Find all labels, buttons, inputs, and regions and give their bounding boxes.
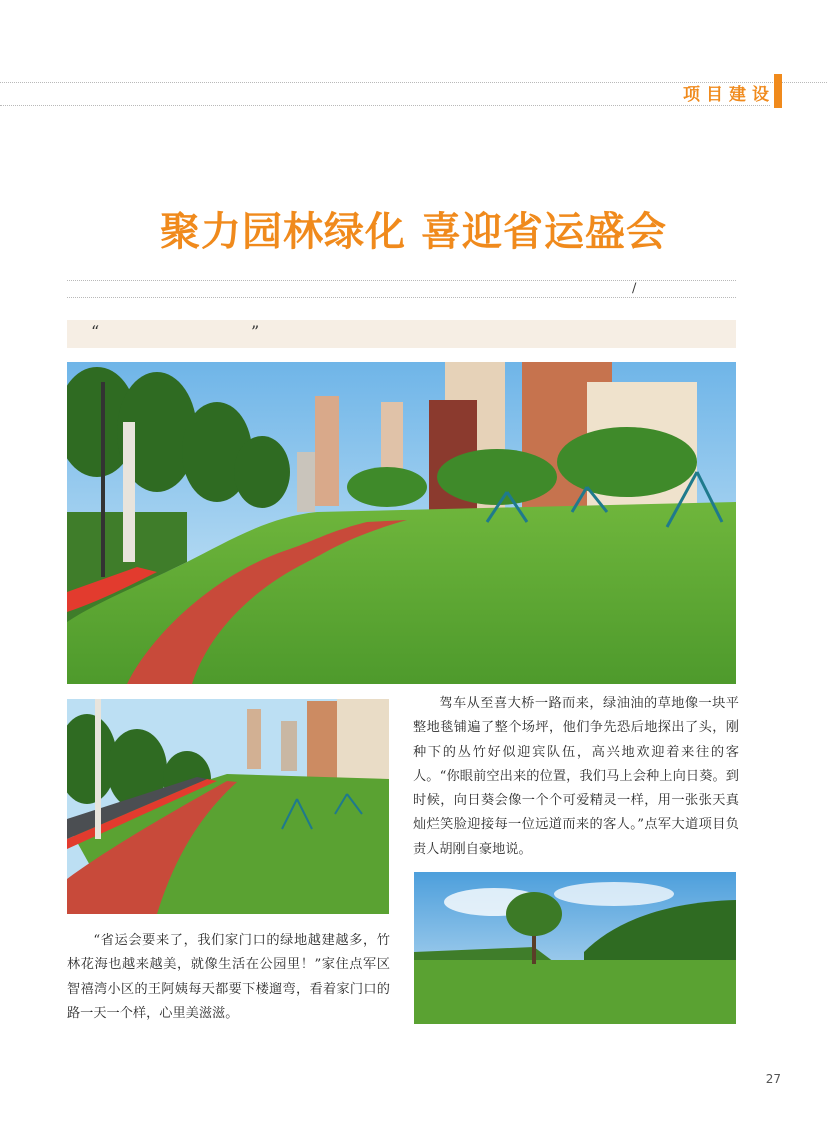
photo-lone-tree-lawn (414, 872, 736, 1024)
quote-open-mark: “ (91, 322, 100, 341)
photo-green-lawn-path (67, 699, 389, 914)
byline-separator: / (632, 281, 637, 296)
quote-close-mark: ” (251, 322, 260, 341)
lead-quote-band (67, 320, 736, 348)
paragraph-resident-quote: “省运会要来了，我们家门口的绿地越建越多，竹林花海也越来越美，就像生活在公园里！”家住点军区智禧湾小区的王阿姨每天都要下楼遛弯，看着家门口的路一天一个样，心里美滋滋。 (67, 933, 390, 1021)
main-photo-park-path (67, 362, 736, 684)
page-number: 27 (765, 1072, 781, 1086)
byline-rule-bottom (67, 297, 736, 298)
section-label: 项目建设 (683, 85, 775, 105)
article-title: 聚力园林绿化 喜迎省运盛会 (160, 209, 667, 255)
section-accent-bar (774, 74, 782, 108)
paragraph-project-lead: 驾车从至喜大桥一路而来，绿油油的草地像一块平整地毯铺遍了整个场坪，他们争先恐后地探出了头，刚种下的丛竹好似迎宾队伍，高兴地欢迎着来往的客人。“你眼前空出来的位置，我们马上会种上向日葵。到时候，向日葵会像一个个可爱精灵一样，用一张张天真灿烂笑脸迎接每一位远道而来的客人。”点军大道项目负责人胡刚自豪地说。 (413, 696, 739, 857)
header-rule-bottom (0, 105, 770, 106)
